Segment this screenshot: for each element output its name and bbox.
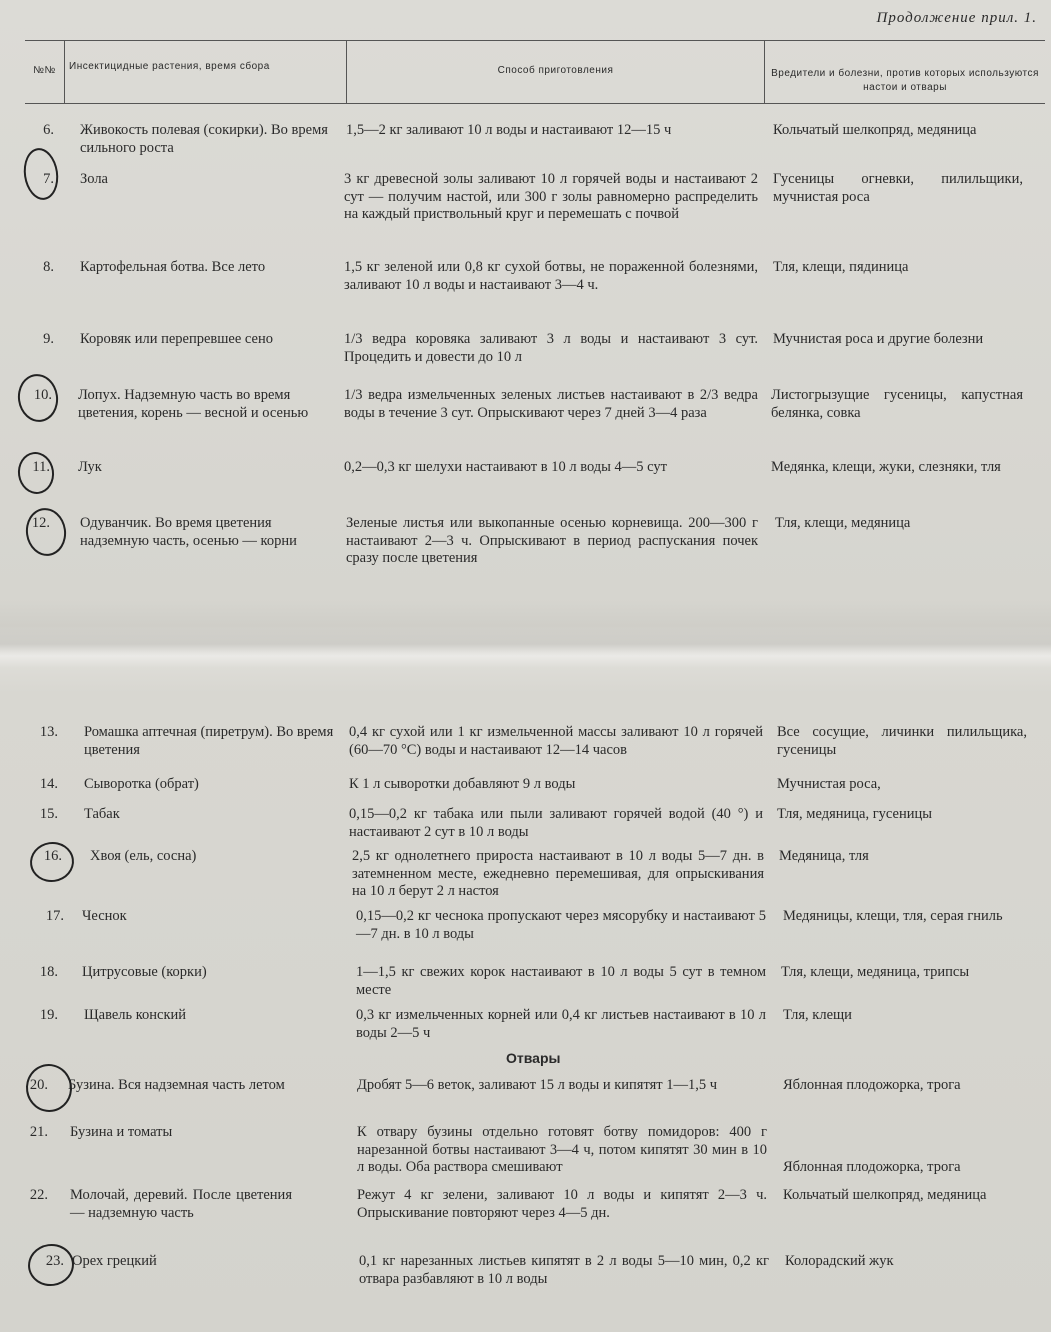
- row-pests: Тля, клещи, медяница, трипсы: [781, 964, 970, 980]
- row-pests: Яблонная плодожорка, трога: [783, 1077, 961, 1093]
- row-plant: Хвоя (ель, сосна): [90, 848, 197, 864]
- row-pests: Яблонная плодожорка, трога: [783, 1159, 961, 1175]
- row-plant: Табак: [84, 806, 120, 822]
- row-plant: Коровяк или перепревшее сено: [80, 331, 273, 347]
- section-title: Отвары: [506, 1050, 561, 1066]
- row-number: 18.: [39, 964, 58, 980]
- row-prep: 0,15—0,2 кг табака или пыли заливают горячей водой (40 °) и настаивают 2 сут в 10 л воды: [349, 806, 763, 840]
- row-pests: Гусеницы огневки, пилильщики, мучнистая роса: [773, 171, 1023, 205]
- row-plant: Зола: [80, 171, 108, 187]
- handwritten-circle-mark: [27, 839, 76, 885]
- row-pests: Листогрызущие гусеницы, капустная белянка, совка: [771, 387, 1023, 421]
- row-number: 20.: [29, 1077, 48, 1093]
- row-prep: 1/3 ведра коровяка заливают 3 л воды и настаивают 3 сут. Процедить и довести до 10 л: [344, 331, 758, 365]
- row-prep: 0,1 кг нарезанных листьев кипятят в 2 л воды 5—10 мин, 0,2 кг отвара разбавляют в 10 л воды: [359, 1253, 769, 1287]
- row-number: 10.: [33, 387, 52, 403]
- row-pests: Тля, медяница, гусеницы: [777, 806, 932, 822]
- row-plant: Молочай, деревий. После цветения — надземную часть: [70, 1187, 292, 1221]
- row-plant: Одуванчик. Во время цветения надземную часть, осенью — корни: [80, 515, 297, 549]
- row-plant: Чеснок: [82, 908, 127, 924]
- row-number: 8.: [43, 259, 54, 275]
- row-number: 9.: [43, 331, 54, 347]
- handwritten-circle-mark: [23, 1061, 75, 1115]
- row-plant: Бузина. Вся надземная часть летом: [68, 1077, 285, 1093]
- table-header: [25, 40, 1045, 104]
- handwritten-circle-mark: [25, 1241, 76, 1289]
- row-plant: Орех грецкий: [72, 1253, 157, 1269]
- handwritten-circle-mark: [15, 450, 56, 497]
- row-prep: 1/3 ведра измельченных зеленых листьев настаивают в 2/3 ведра воды в течение 3 сут. Опрыскивают через 7 дней 3—4 раза: [344, 387, 758, 421]
- row-plant: Живокость полевая (сокирки). Во время сильного роста: [80, 122, 328, 156]
- row-prep: 0,4 кг сухой или 1 кг измельченной массы заливают 10 л горячей (60—70 °С) воды и настаивают 12—14 часов: [349, 724, 763, 758]
- row-number: 11.: [32, 459, 50, 475]
- row-number: 16.: [43, 848, 62, 864]
- row-number: 14.: [39, 776, 58, 792]
- row-number: 15.: [39, 806, 58, 822]
- row-prep: 1,5 кг зеленой или 0,8 кг сухой ботвы, не пораженной болезнями, заливают 10 л воды и настаивают 3—4 ч.: [344, 259, 758, 293]
- handwritten-circle-mark: [15, 371, 61, 424]
- row-plant: Ромашка аптечная (пиретрум). Во время цветения: [84, 724, 334, 758]
- row-prep: Режут 4 кг зелени, заливают 10 л воды и кипятят 2—3 ч. Опрыскивание повторяют через 4—5 дн.: [357, 1187, 767, 1221]
- row-prep: 0,3 кг измельченных корней или 0,4 кг листьев настаивают в 10 л воды 2—5 ч: [356, 1007, 766, 1041]
- header-num: №№: [25, 41, 65, 103]
- paper-fold: [0, 628, 1051, 668]
- row-prep: 0,15—0,2 кг чеснока пропускают через мясорубку и настаивают 5—7 дн. в 10 л воды: [356, 908, 766, 942]
- row-number: 22.: [29, 1187, 48, 1203]
- row-pests: Кольчатый шелкопряд, медяница: [783, 1187, 987, 1203]
- row-pests: Медянка, клещи, жуки, слезняки, тля: [771, 459, 1001, 475]
- row-number: 6.: [43, 122, 54, 138]
- row-prep: К 1 л сыворотки добавляют 9 л воды: [349, 776, 576, 792]
- row-pests: Медяницы, клещи, тля, серая гниль: [783, 908, 1003, 924]
- handwritten-circle-mark: [21, 146, 62, 202]
- row-pests: Медяница, тля: [779, 848, 869, 864]
- row-plant: Лопух. Надземную часть во время цветения, корень — весной и осенью: [78, 387, 309, 421]
- row-pests: Тля, клещи: [783, 1007, 852, 1023]
- header-prep: Способ приготовления: [347, 41, 765, 103]
- header-plant: Инсектицидные растения, время сбора: [65, 41, 347, 103]
- row-number: 7.: [43, 171, 54, 187]
- row-pests: Мучнистая роса и другие болезни: [773, 331, 984, 347]
- row-plant: Лук: [78, 459, 102, 475]
- row-prep: 2,5 кг однолетнего прироста настаивают в 10 л воды 5—7 дн. в затемненном месте, ежедневно перемешивая, для опрыскивания на 10 л берут 2 л настоя: [352, 848, 764, 899]
- row-prep: Зеленые листья или выкопанные осенью корневища. 200—300 г настаивают 2—3 ч. Опрыскивают в период распускания почек сразу после цветения: [346, 515, 758, 566]
- row-number: 19.: [39, 1007, 58, 1023]
- row-plant: Цитрусовые (корки): [82, 964, 207, 980]
- row-prep: К отвару бузины отдельно готовят ботву помидоров: 400 г нарезанной ботвы настаивают 3—4 ч, потом кипятят 30 мин в 10 л воды. Оба раствора смешивают: [357, 1124, 767, 1175]
- row-plant: Бузина и томаты: [70, 1124, 173, 1140]
- row-pests: Колорадский жук: [785, 1253, 894, 1269]
- row-pests: Кольчатый шелкопряд, медяница: [773, 122, 977, 138]
- row-plant: Щавель конский: [84, 1007, 187, 1023]
- row-number: 13.: [39, 724, 58, 740]
- row-prep: 0,2—0,3 кг шелухи настаивают в 10 л воды 4—5 сут: [344, 459, 667, 475]
- row-prep: 3 кг древесной золы заливают 10 л горячей воды и настаивают 2 сут — получим настой, или 300 г золы равномерно распределить на каждый приствольный круг и перемешать с почвой: [344, 171, 758, 222]
- row-pests: Все сосущие, личинки пилильщика, гусеницы: [777, 724, 1027, 758]
- continuation-label: Продолжение прил. 1.: [876, 10, 1037, 26]
- handwritten-circle-mark: [23, 505, 69, 558]
- header-pests: Вредители и болезни, против которых используются настои и отвары: [771, 68, 1039, 93]
- row-plant: Сыворотка (обрат): [84, 776, 199, 792]
- row-pests: Мучнистая роса,: [777, 776, 881, 792]
- row-number: 17.: [45, 908, 64, 924]
- row-plant: Картофельная ботва. Все лето: [80, 259, 266, 275]
- row-pests: Тля, клещи, пядиница: [773, 259, 909, 275]
- row-number: 12.: [31, 515, 50, 531]
- row-prep: 1—1,5 кг свежих корок настаивают в 10 л воды 5 сут в темном месте: [356, 964, 766, 998]
- row-prep: 1,5—2 кг заливают 10 л воды и настаивают 12—15 ч: [346, 122, 672, 138]
- row-pests: Тля, клещи, медяница: [775, 515, 911, 531]
- row-prep: Дробят 5—6 веток, заливают 15 л воды и кипятят 1—1,5 ч: [357, 1077, 718, 1093]
- row-number: 23.: [45, 1253, 64, 1269]
- row-number: 21.: [29, 1124, 48, 1140]
